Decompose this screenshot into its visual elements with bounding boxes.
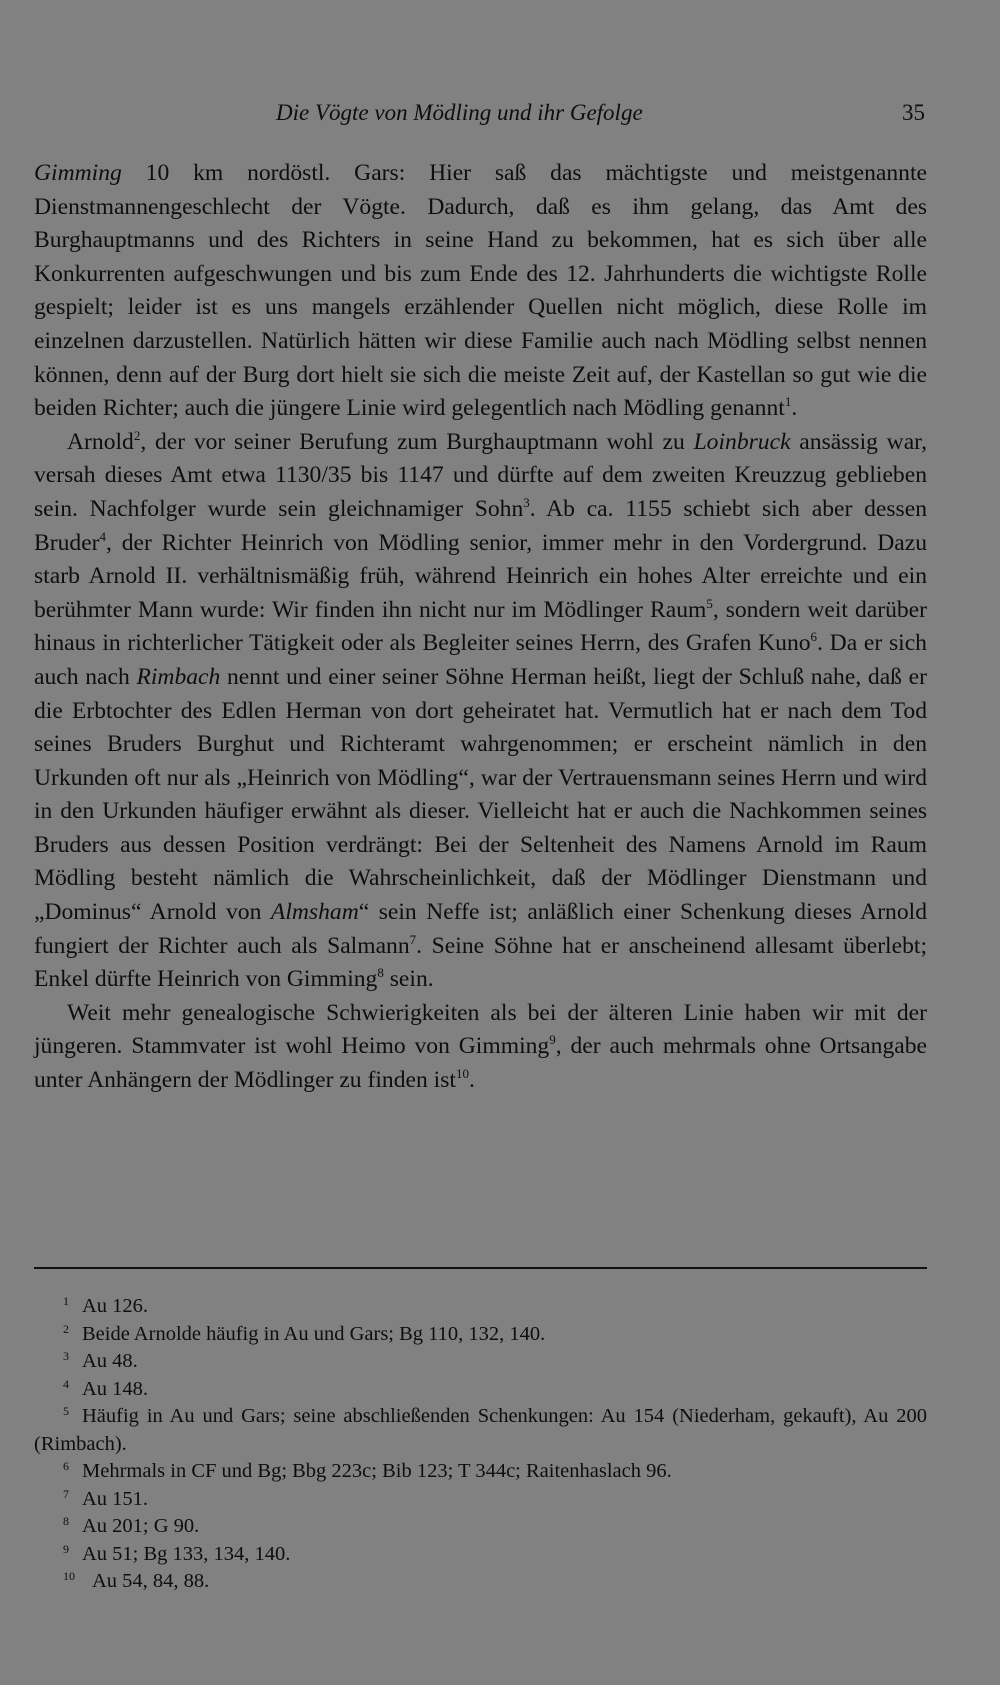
text-run: , sondern weit darüber hinaus in richterlicher Tätigkeit oder als Begleiter seines Herrn, des Grafen Kuno: [34, 596, 927, 657]
footnote-text: Au 201; G 90.: [82, 1515, 200, 1537]
text-run: 10 km nordöstl. Gars: Hier saß das mächtigste und meistgenannte Dienstmannengeschlecht der Vögte. Dadurch, daß es ihm gelang, das Amt des Burghauptmanns und des Richters in seine Hand zu bekommen, hat es sich über alle Konkurrenten aufgeschwungen und bis zum Ende des 12. Jahrhunderts die wichtigste Rolle gespielt; leider ist es uns mangels erzählender Quellen nicht möglich, diese Rolle im einzelnen darzustellen. Natürlich hätten wir diese Familie auch nach Mödling selbst nennen können, denn auf der Burg dort hielt sie sich die meiste Zeit auf, der Kastellan so gut wie die beiden Richter; auch die jüngere Linie wird gelegentlich nach Mödling genannt: [34, 160, 927, 422]
footnote-text: Au 48.: [82, 1350, 138, 1372]
footnote: 2 Beide Arnolde häufig in Au und Gars; Bg 110, 132, 140.: [63, 1321, 546, 1345]
place-name: Rimbach: [136, 663, 221, 690]
footnote: 3 Au 48.: [63, 1349, 138, 1372]
footnote-text: Au 151.: [82, 1487, 149, 1510]
paragraph-1: [34, 157, 927, 426]
paragraph-2: [34, 426, 927, 997]
footnote-text: Beide Arnolde häufig in Au und Gars; Bg 110, 132, 140.: [82, 1322, 546, 1345]
footnote: 6 Mehrmals in CF und Bg; Bbg 223c; Bib 123; T 344c; Raitenhaslach 96.: [63, 1459, 672, 1482]
footnote-ref: 4: [99, 528, 107, 544]
text-run: sein.: [383, 966, 434, 993]
footnote-ref: 3: [523, 494, 530, 510]
footnote: 8 Au 201; G 90.: [63, 1514, 200, 1537]
text-run: , der Richter Heinrich von Mödling senior, immer mehr in den Vordergrund. Dazu starb Arnold II. verhältnismäßig früh, während Heinrich ein hohes Alter erreichte und ein berühmter Mann wurde: Wir finden ihn nicht nur im Mödlinger Raum: [34, 529, 927, 623]
footnote-text: Au 148.: [82, 1377, 149, 1400]
text-run: nennt und einer seiner Söhne Herman heißt, liegt der Schluß nahe, daß er die Erbtochter des Edlen Herman von dort geheiratet hat. Vermutlich hat er nach dem Tod seines Bruders Burghut und Richteramt wahrgenommen; er erscheint nämlich in den Urkunden oft nur als „Heinrich von Mödling“, war der Vertrauensmann seines Herrn und wird in den Urkunden häufiger erwähnt als dieser. Vielleicht hat er auch die Nachkommen seines Bruders aus dessen Position verdrängt: Bei der Seltenheit des Namens Arnold im Raum Mödling besteht nämlich die Wahrscheinlichkeit, daß der Mödlinger Dienstmann und „Dominus“ Arnold von: [34, 663, 927, 926]
footnote-text: Au 51; Bg 133, 134, 140.: [82, 1542, 291, 1565]
text-run: .: [791, 395, 798, 422]
footnote-text: Au 54, 84, 88.: [92, 1570, 210, 1592]
footnote: 5 Häufig in Au und Gars; seine abschließenden Schenkungen: Au 154 (Niederham, gekauft), Au 200 (Rimbach).: [34, 1404, 927, 1455]
footnote-ref: 8: [377, 965, 384, 981]
text-run: Arnold: [67, 428, 134, 455]
footnote-text: Au 126.: [82, 1295, 149, 1317]
running-header: [0, 100, 1000, 134]
footnote-ref: 6: [810, 629, 818, 645]
footnote-divider: [34, 1267, 927, 1269]
main-text: [34, 157, 927, 1098]
footnote: 10 Au 54, 84, 88.: [63, 1569, 210, 1592]
text-run: “ sein Neffe ist; anläßlich einer Schenkung dieses Arnold fungiert der Richter auch als Salmann: [34, 899, 928, 959]
place-name: Loinbruck: [693, 428, 791, 455]
footnotes: [34, 1293, 927, 1596]
text-run: . Ab ca. 1155 schiebt sich aber dessen Bruder: [34, 495, 927, 556]
footnote: 9 Au 51; Bg 133, 134, 140.: [63, 1541, 291, 1565]
footnote: 1 Au 126.: [63, 1294, 149, 1317]
page-number: 35: [902, 100, 925, 125]
footnote: 7 Au 151.: [63, 1486, 149, 1510]
footnote-text: Häufig in Au und Gars; seine abschließenden Schenkungen: Au 154 (Niederham, gekauft), Au 200 (Rimbach).: [34, 1405, 927, 1455]
place-name: Gimming: [34, 160, 122, 186]
text-run: .: [468, 1067, 475, 1094]
footnote-ref: 5: [706, 595, 713, 611]
footnote-ref: 9: [549, 1032, 556, 1048]
text-run: ansässig war, versah dieses Amt etwa 1130/35 bis 1147 und dürfte auf dem zweiten Kreuzzug geblieben sein. Nachfolger wurde sein gleichnamiger Sohn: [34, 428, 927, 522]
place-name: Almsham: [270, 899, 359, 926]
footnote-ref: 2: [133, 427, 141, 443]
running-title: Die Vögte von Mödling und ihr Gefolge: [276, 100, 643, 125]
footnote-text: Mehrmals in CF und Bg; Bbg 223c; Bib 123; T 344c; Raitenhaslach 96.: [82, 1460, 672, 1482]
footnote: 4 Au 148.: [63, 1376, 149, 1400]
footnote-ref: 7: [409, 931, 417, 947]
text-run: . Da er sich auch nach: [34, 630, 927, 690]
text-run: , der auch mehrmals ohne Ortsangabe unter Anhängern der Mödlinger zu finden ist: [34, 1033, 927, 1094]
footnote-ref: 1: [784, 394, 792, 410]
text-run: Weit mehr genealogische Schwierigkeiten als bei der älteren Linie haben wir mit der jüngeren. Stammvater ist wohl Heimo von Gimming: [34, 999, 927, 1060]
paragraph-3: [34, 997, 927, 1098]
footnote-ref: 10: [455, 1066, 469, 1082]
text-run: , der vor seiner Berufung zum Burghauptmann wohl zu: [140, 428, 694, 455]
text-run: . Seine Söhne hat er anscheinend allesamt überlebt; Enkel dürfte Heinrich von Gimming: [34, 932, 927, 993]
